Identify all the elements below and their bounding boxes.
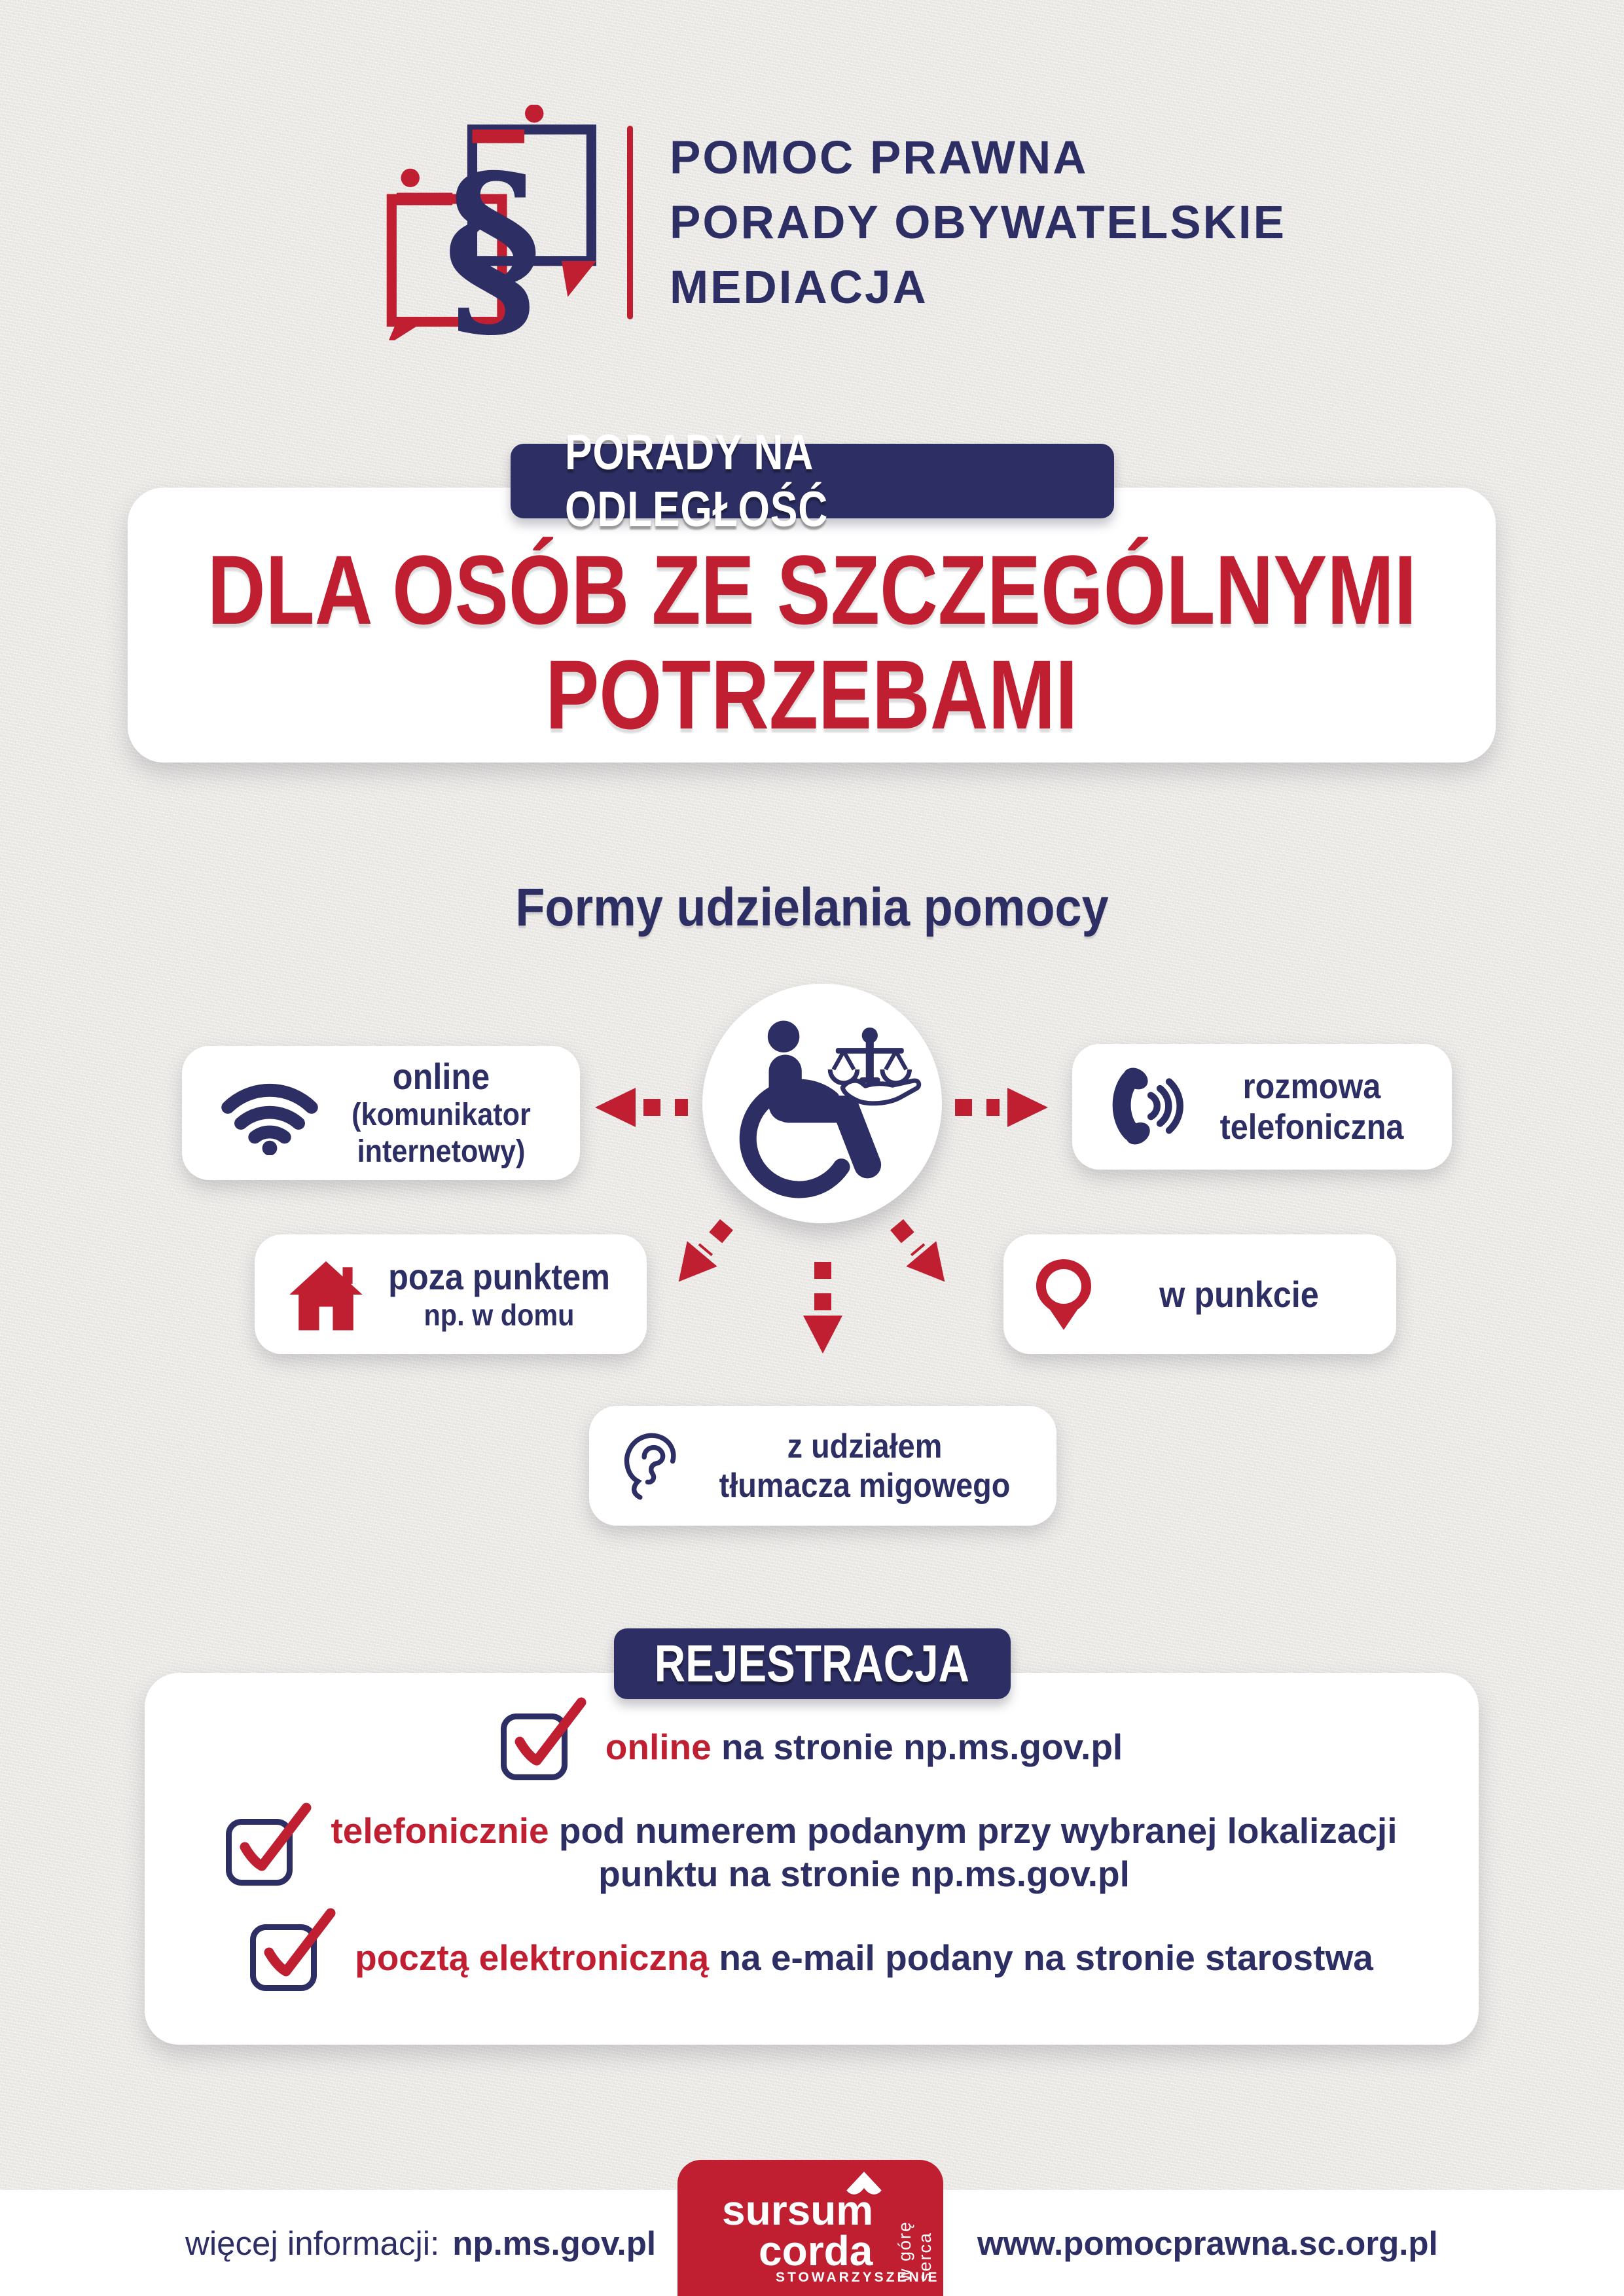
header [374,105,1286,340]
arrow-left-icon [592,1086,691,1128]
sursum-corda-word-2: corda [759,2227,873,2274]
registration-badge [614,1628,1011,1699]
form-card-point-label: w punkcie [1159,1274,1319,1315]
wheelchair-scales-icon [720,1001,924,1206]
form-card-interpreter [589,1406,1056,1526]
page-title-line-2: POTRZEBAMI [545,639,1078,749]
brand-line-2: PORADY OBYWATELSKIE [670,196,1286,249]
sursum-corda-tagline: w górę serca [895,2220,935,2282]
form-card-online-label: online (komunikator internetowy) [352,1055,531,1169]
remote-advice-badge-label: PORADY NA ODLEGŁOŚĆ [564,425,828,537]
paragraph-glyph: § [444,132,542,340]
checkbox [226,1819,293,1886]
paragraph-bubbles-icon [374,105,605,340]
checkbox [501,1713,568,1780]
footer-more-info-url: np.ms.gov.pl [452,2224,657,2262]
brand-line-1: POMOC PRAWNA [670,132,1089,184]
registration-item-online [145,1713,1479,1780]
form-card-interpreter-label: z udziałem tłumacza migowego [719,1427,1011,1505]
registration-badge-label: REJESTRACJA [654,1634,970,1693]
form-card-online [182,1046,580,1180]
center-circle [702,984,942,1223]
registration-item-phone-text: telefonicznie pod numerem podanym przy wybranej lokalizacji punktu na stronie np.ms.gov.pl [331,1810,1398,1894]
registration-card [145,1673,1479,2045]
brand-text [670,132,1286,314]
form-card-phone-label: rozmowa telefoniczna [1219,1067,1404,1147]
form-card-home [255,1234,647,1354]
house-icon [286,1257,366,1333]
registration-item-phone [145,1809,1479,1895]
footer-more-info-label: więcej informacji: [185,2224,440,2262]
phone-icon [1104,1065,1187,1149]
remote-advice-badge [511,425,1114,537]
check-icon [511,1697,590,1782]
forms-heading: Formy udzielania pomocy [515,878,1109,937]
arrow-down-left-icon [661,1208,746,1297]
checkbox [250,1924,317,1991]
footer-more-info [185,2190,656,2296]
arrow-down-right-icon [878,1208,963,1297]
ear-icon [619,1427,689,1505]
sursum-corda-logo [677,2160,943,2296]
page-title-line-1: DLA OSÓB ZE SZCZEGÓLNYMI [207,535,1416,645]
map-pin-icon [1031,1257,1096,1333]
registration-item-email [145,1924,1479,1991]
arrow-right-icon [952,1086,1051,1128]
arrow-down-icon [802,1258,844,1356]
sursum-corda-subtitle: STOWARZYSZENIE [776,2270,940,2285]
brand-line-3: MEDIACJA [670,261,928,314]
check-icon [236,1803,316,1888]
form-card-phone [1072,1044,1452,1170]
wifi-icon [220,1071,319,1155]
footer-website-url: www.pomocprawna.sc.org.pl [977,2224,1438,2262]
check-icon [260,1908,340,1993]
form-card-point [1003,1234,1396,1354]
logo-divider [627,126,633,319]
sursum-corda-word-1: sursum [722,2187,874,2234]
form-card-home-label: poza punktem np. w domu [388,1255,610,1332]
registration-item-online-text: online na stronie np.ms.gov.pl [605,1727,1123,1767]
registration-item-email-text: pocztą elektroniczną na e-mail podany na stronie starostwa [355,1937,1373,1978]
